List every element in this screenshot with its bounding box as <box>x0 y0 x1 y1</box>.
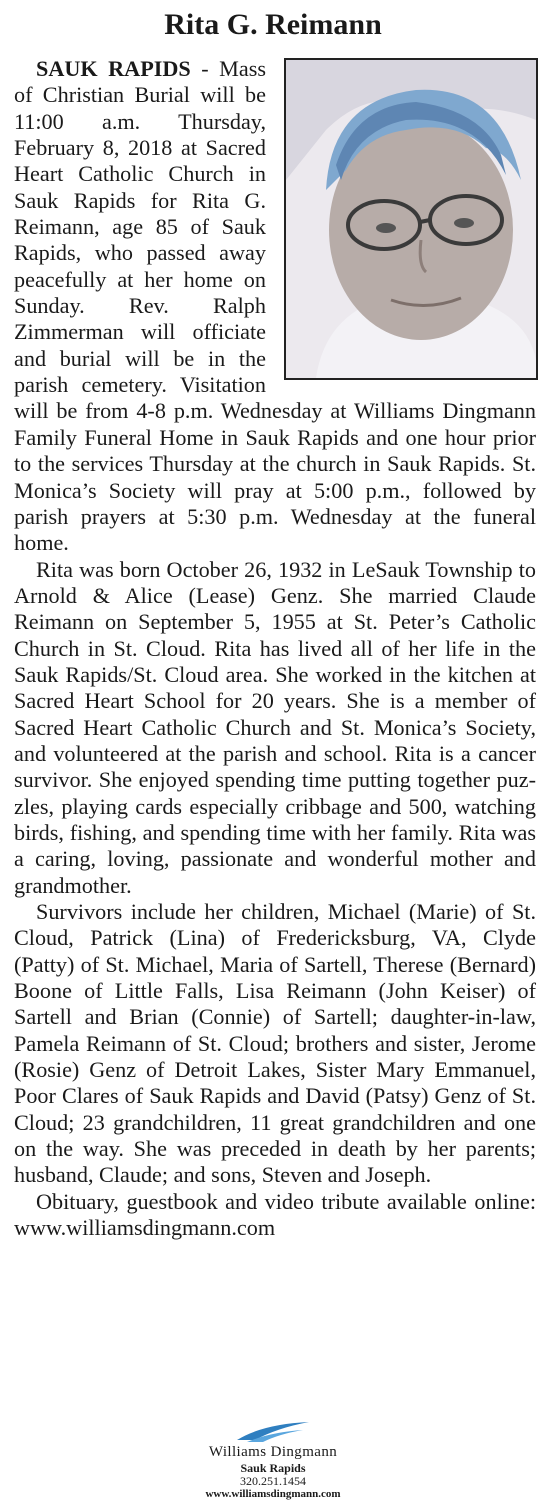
obituary-body <box>14 56 536 1241</box>
paragraph-online-tribute: Obituary, guestbook and video tribute available online: www.williamsdingmann.com <box>14 1188 536 1241</box>
obituary-title: Rita G. Reimann <box>164 8 382 41</box>
funeral-home-phone: 320.251.1454 <box>240 1474 306 1488</box>
funeral-home-url: www.williamsdingmann.com <box>205 1488 341 1500</box>
paragraph-biography: Rita was born October 26, 1932 in LeSauk Township to Arnold & Alice (Lease) Genz. She married Claude Reimann on September 5, 1955 at St. Peter’s Catholic Church in St. Cloud. Rita has lived all of her life in the Sauk Rapids/St. Cloud area. She worked in the kitchen at Sacred Heart School for 20 years. She is a member of Sacred Heart Catholic Church and St. Monica’s Society, and volunteered at the parish and school. Rita is a cancer survivor. She enjoyed spending time putting together puzzles, playing cards especially cribbage and 500, watching birds, fishing, and spending time with her family. Rita was a caring, loving, passionate and wonderful mother and grandmother. <box>14 556 536 898</box>
funeral-home-city: Sauk Rapids <box>240 1461 306 1475</box>
paragraph-survivors: Survivors include her children, Michael (Marie) of St. Cloud, Patrick (Lina) of Fredericksburg, VA, Clyde (Patty) of St. Michael, Maria of Sartell, Therese (Bernard) Boone of Little Falls, Lisa Reimann (John Keiser) of Sartell and Brian (Connie) of Sartell; daughter-in-law, Pamela Reimann of St. Cloud; brothers and sister, Jerome (Rosie) Genz of Detroit Lakes, Sister Mary Emmanuel, Poor Clares of Sauk Rapids and David (Patsy) Genz of St. Cloud; 23 grandchildren, 11 great grandchildren and one on the way. She was preceded in death by her parents; husband, Claude; and sons, Steven and Joseph. <box>14 899 536 1188</box>
dateline: SAUK RAPIDS <box>36 56 191 81</box>
funeral-home-name: Williams Dingmann <box>208 1444 338 1460</box>
funeral-home-logo <box>173 1420 373 1501</box>
bird-wings-logo-icon <box>233 1420 313 1444</box>
photo-wrap-spacer <box>266 56 536 384</box>
service-details-text: - Mass of Christian Burial will be 11:00 a.m. Thursday, February 8, 2018 at Sacred Heart Catholic Church in Sauk Rapids for Rita G. Reimann, age 85 of Sauk Rapids, who passed away peacefully at her home on Sunday. Rev. Ralph Zimmerman will officiate and burial will be in the parish cemetery. Visitation will be from 4-8 p.m. Wednesday at Williams Dingmann Family Funeral Home in Sauk Rapids and one hour prior to the services Thursday at the church in Sauk Rapids. St. Monica’s Society will pray at 5:00 p.m., followed by parish prayers at 5:30 p.m. Wednesday at the funeral home. <box>14 56 536 556</box>
